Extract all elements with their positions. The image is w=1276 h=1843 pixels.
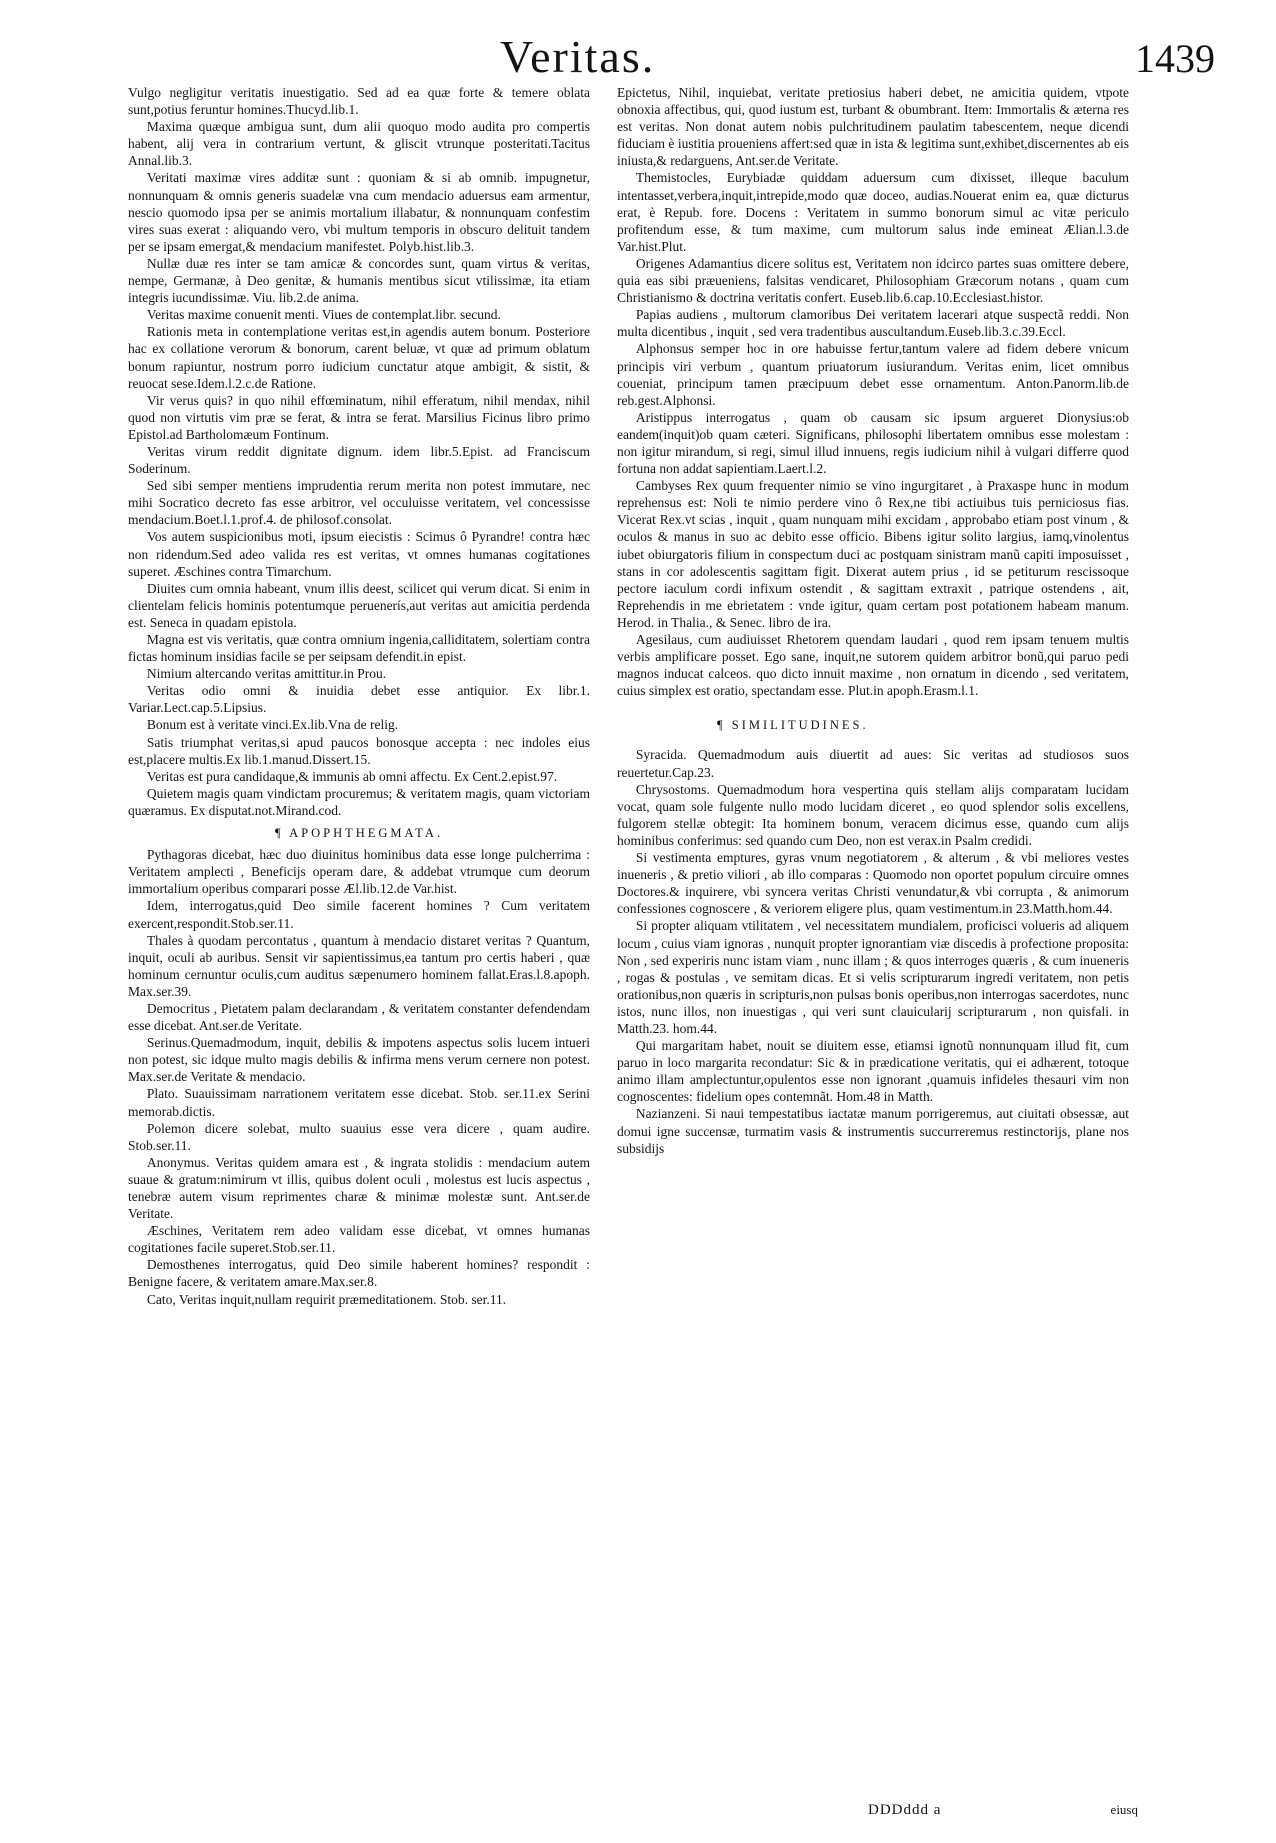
page-number: 1439 (1135, 36, 1215, 81)
paragraph: Satis triumphat veritas,si apud paucos bonosque accepta : nec indoles eius est,placere multis.Ex lib.1.manud.Dissert.15. (128, 734, 590, 767)
paragraph: Serinus.Quemadmodum, inquit, debilis & impotens aspectus solis lucem intueri non potest, sic idque multo magis debilis & infirma mens verum cernere non potest. Max.ser.de Veritate & mendacio. (128, 1035, 590, 1085)
paragraph: Sed sibi semper mentiens imprudentia rerum merita non potest immutare, nec mihi Socratico decreto fas esse arbitror, vel occuluisse veritatem, vel concessisse mendacium.Boet.l.1.prof.4. de philosof.consolat. (128, 478, 590, 528)
paragraph: Bonum est à veritate vinci.Ex.lib.Vna de relig. (146, 717, 399, 733)
paragraph: Nimium altercando veritas amittitur.in Prou. (146, 666, 387, 682)
section-heading-similitudines: ¶ SIMILITUDINES. (717, 718, 869, 733)
paragraph: Si propter aliquam vtilitatem , vel necessitatem mundialem, proficisci volueris ad aliquem locum , cuius viam ignoras , nunquit propter ignorantiam viæ discedis à profectione proposita: Non , sed experiris nunc istam viam , nunc illam ; & quos interroges quæris , & cum inueneris , rogas & postulas , ve semitam dicas. Et si velis scripturarum ingredi veritatem, non petis orationibus,non quæris in scripturis,non pulsas bonis operibus,non interrogas sacerdotes, nunc istos, nunc illos, non inuestigas , qui veri sunt clauicularij scripturarum , non quisfali. in Matth.23. hom.44. (617, 918, 1129, 1036)
paragraph: Polemon dicere solebat, multo suauius esse vera dicere , quam audire. Stob.ser.11. (128, 1120, 590, 1153)
paragraph: Cambyses Rex quum frequenter nimio se vino ingurgitaret , à Praxaspe hunc in modum reprehensus est: Noli te nimio perdere vino ô Rex,ne tibi actiuibus tuis perniciosus fias. Vicerat Rex.vt scias , inquit , quam nunquam mihi excidam , approbabo etiam post vinum , & oculos & manus in suo ac debito esse officio. Bibens igitur solito largius, iamq,vinolentus iubet obiurgatoris filium in conspectum duci ac postquam sinistram manũ capiti imposuisset , stans in cor adolescentis sagittam figit. Dixerat autem prius , id se petiturum rescissoque pectore iaculum cordi infixum ostendit , & sagittam extraxit , patrique ostendens , ait, Reprehendis in me ebrietatem : vnde igitur, quam certam post potationem habeam manum. Herod. in Thalia., & Senec. libro de ira. (617, 478, 1129, 630)
catchword: eiusq (1110, 1802, 1138, 1817)
paragraph: Veritas est pura candidaque,& immunis ab omni affectu. Ex Cent.2.epist.97. (146, 768, 558, 784)
paragraph: Veritati maximæ vires additæ sunt : quoniam & si ab omnib. impugnetur, nonnunquam & omnis generis suadelæ vna cum mendacio aduersus eam armentur, nescio quomodo ipsa per se animis mortalium illabatur, & nonnunquam confestim vires suas exerat : aliquando vero, vbi multum temporis in obscuro delituit tandem per se ipsam emergat,& mendacium manifestet. Polyb.hist.lib.3. (128, 170, 590, 254)
paragraph: Alphonsus semper hoc in ore habuisse fertur,tantum valere ad fidem debere vnicum principis viri verbum , quantum priuatorum iusiurandum. Veritas enim, licet omnibus coueniat, principum tamen præcipuum debet esse ornamentum. Anton.Panorm.lib.de reb.gest.Alphonsi. (617, 341, 1129, 408)
paragraph: Cato, Veritas inquit,nullam requirit præmeditationem. Stob. ser.11. (146, 1291, 507, 1307)
paragraph: Veritas maxime conuenit menti. Viues de contemplat.libr. secund. (146, 307, 501, 323)
paragraph: Anonymus. Veritas quidem amara est , & ingrata stolidis : mendacium autem suaue & gratum:nimirum vt illis, quibus dolent oculi , molestus est lucis aspectus , tenebræ autem visum reprimentes charæ & minimæ molestæ sunt. Ant.ser.de Veritate. (128, 1154, 590, 1222)
paragraph: Agesilaus, cum audiuisset Rhetorem quendam laudari , quod rem ipsam tenuem multis verbis amplificare posset. Ego sane, inquit,ne sutorem quidem arbitror bonũ,qui paruo pedi magnos inducat calceos. quo dicto innuit maxime , non ornatum in dicendo , sed veritatem, cuius simplex est oratio, spectandam esse. Plut.in apoph.Erasm.l.1. (617, 632, 1129, 699)
paragraph: Plato. Suauissimam narrationem veritatem esse dicebat. Stob. ser.11.ex Serini memorab.dictis. (128, 1086, 590, 1119)
paragraph: Quietem magis quam vindictam procuremus; & veritatem magis, quam victoriam quæramus. Ex disputat.not.Mirand.cod. (128, 785, 590, 818)
paragraph: Nullæ duæ res inter se tam amicæ & concordes sunt, quam virtus & veritas, nempe, Germanæ, à Deo genitæ, & humanis mentibus sicut vtilissimæ, ita etiam integris iucundissimæ. Viu. lib.2.de anima. (128, 255, 590, 306)
paragraph: Magna est vis veritatis, quæ contra omnium ingenia,calliditatem, solertiam contra fictas hominum insidias facile se per seipsam defendit.in epist. (128, 632, 590, 665)
paragraph: Thales à quodam percontatus , quantum à mendacio distaret veritas ? Quantum, inquit, oculi ab auribus. Sensit vir sapientissimus,ea tantum pro certis haberi , quæ hominum cernuntur oculis,cum auditus sæpenumero hominem fallat.Eras.l.8.apoph. Max.ser.39. (128, 932, 590, 999)
paragraph: Vos autem suspicionibus moti, ipsum eiecistis : Scimus ô Pyrandre! contra hæc non ridendum.Sed adeo valida res est veritas, vt omnes humanas cogitationes superet. Æschines contra Timarchum. (128, 529, 590, 579)
running-head-title: Veritas. (500, 31, 656, 82)
paragraph: Pythagoras dicebat, hæc duo diuinitus hominibus data esse longe pulcherrima : Veritatem amplecti , Beneficijs operam dare, & addebat vtrumque cum deorum immortalium operibus comparari posse Æl.lib.12.de Var.hist. (128, 847, 590, 897)
section-heading-apophthegmata: ¶ APOPHTHEGMATA. (275, 826, 443, 841)
paragraph: Rationis meta in contemplatione veritas est,in agendis autem bonum. Posteriore hac ex collatione verorum & bonorum, carent beluæ, vt quæ ad primum oblatum bonum rapiuntur, nostrum porro iudicium cunctatur atque ambigit, & sistit, & reuocat sese.Idem.l.2.c.de Ratione. (128, 324, 590, 391)
paragraph: Idem, interrogatus,quid Deo simile facerent homines ? Cum veritatem exercent,respondit.Stob.ser.11. (128, 898, 590, 931)
paragraph: Qui margaritam habet, nouit se diuitem esse, etiamsi ignotũ nonnunquam illud fit, cum paruo in loco margarita recondatur: Sic & in prædicatione veritatis, qui ei adhærent, totoque animo illam amplectuntur,opulentos esse non ignorant ,quamuis infideles thesauri vim non cognoscentes: fidelium opes contemnãt. Hom.48 in Matth. (617, 1038, 1129, 1105)
paragraph: Si vestimenta emptures, gyras vnum negotiatorem , & alterum , & vbi meliores vestes inueneris , & pretio viliori , ab illo comparas : Quomodo non oportet populum circuire omnes Doctores.& inquirere, vbi syncera veritas Christi venundatur,& vbi corrupta , & animorum confessiones cognoscere , & veriorem eligere plus, quam vestimentum.in 23.Matth.hom.44. (617, 850, 1129, 917)
paragraph: Diuites cum omnia habeant, vnum illis deest, scilicet qui verum dicat. Si enim in clientelam felicis hominis potentumque peruenerís,aut veritas aut amicitia perdenda est. Seneca in quadam epistola. (128, 580, 590, 630)
paragraph: Maxima quæque ambigua sunt, dum alii quoquo modo audita pro compertis habent, alij vera in contrarium vertunt, & gliscit vtrunque posteritati.Tacitus Annal.lib.3. (128, 119, 590, 169)
paragraph: Epictetus, Nihil, inquiebat, veritate pretiosius haberi debet, ne amicitia quidem, vtpote obnoxia affectibus, qui, quod iustum est, turbant & obumbrant. Item: Immortalis & æterna res est veritas. Non donat autem nobis pulchritudinem paulatim tabescentem, neque dicendi fiduciam è iustitia proueniens affert:sed quæ in ista & legitima sunt,exhibet,discernentes ab eis iniusta,& redarguens, Ant.ser.de Veritate. (617, 85, 1129, 169)
paragraph: Papias audiens , multorum clamoribus Dei veritatem lacerari atque suspectã reddi. Non multa dicentibus , inquit , sed vera tradentibus auscultandum.Euseb.lib.3.c.39.Eccl. (617, 307, 1129, 340)
right-column (617, 84, 1129, 1157)
paragraph: Æschines, Veritatem rem adeo validam esse dicebat, vt omnes humanas cogitationes facile superet.Stob.ser.11. (128, 1223, 590, 1256)
paragraph: Vir verus quis? in quo nihil effœminatum, nihil efferatum, nihil mendax, nihil quod non virtutis vim præ se ferat, & intra se ferat. Marsilius Ficinus libro primo Epistol.ad Bartholomæum Fontinum. (128, 392, 590, 442)
paragraph: Democritus , Pietatem palam declarandam , & veritatem constanter defendendam esse dicebat. Ant.ser.de Veritate. (128, 1000, 590, 1034)
paragraph: Veritas virum reddit dignitate dignum. idem libr.5.Epist. ad Franciscum Soderinum. (128, 443, 590, 477)
paragraph: Aristippus interrogatus , quam ob causam sic ipsum argueret Dionysius:ob eandem(inquit)ob quam cæteri. Significans, philosophi libertatem omnibus esse molestam : non igitur mirandum, si regi, simul illud innuens, regis iudicium nihil à vulgari differre quod fortuna non addat sapientiam.Laert.l.2. (617, 409, 1129, 477)
paragraph: Vulgo negligitur veritatis inuestigatio. Sed ad ea quæ forte & temere oblata sunt,potius feruntur homines.Thucyd.lib.1. (128, 85, 590, 118)
paragraph: Origenes Adamantius dicere solitus est, Veritatem non idcirco partes suas omittere debere, quia eas sibi præueniens, falsitas vendicaret, Philosophiam Græcorum notans , quam cum Christianismo & doctrina veritatis confert. Euseb.lib.6.cap.10.Ecclesiast.histor. (617, 255, 1129, 306)
paragraph: Veritas odio omni & inuidia debet esse antiquior. Ex libr.1. Variar.Lect.cap.5.Lipsius. (128, 683, 590, 716)
left-column (128, 84, 590, 1308)
paragraph: Demosthenes interrogatus, quid Deo simile haberent homines? respondit : Benigne facere, & veritatem amare.Max.ser.8. (128, 1257, 590, 1290)
paragraph: Chrysostoms. Quemadmodum hora vespertina quis stellam alijs comparatam lucidam vocat, quam sole fulgente nullo modo lucidam diceret , eo quod splendor solis excellens, fulgorem stellæ obtegit: Ita hominem bonum, veracem dicimus esse, quando cum alijs hominibus conferimus: sed quando cum Deo, non est verax.in Psalm credidi. (617, 781, 1129, 848)
signature-mark: DDDddd a (868, 1802, 942, 1818)
paragraph: Nazianzeni. Si naui tempestatibus iactatæ manum porrigeremus, aut ciuitati obsessæ, aut domui igne succensæ, turmatim vasis & instrumentis succurreremus restinctorijs, plane nos subsidijs (617, 1106, 1129, 1156)
paragraph: Themistocles, Eurybiadæ quiddam aduersum cum dixisset, illeque baculum intentasset,verbera,inquit,intrepide,modo quæ doceo, audias.Nouerat enim ea, quæ dicturus erat, è Repub. fore. Docens : Veritatem in summo bonorum simul ac vitæ periculo profitendum esse, & tum maxime, cum multorum salus inde emineat Ælian.l.3.de Var.hist.Plut. (617, 170, 1129, 254)
paragraph: Syracida. Quemadmodum auis diuertit ad aues: Sic veritas ad studiosos suos reuertetur.Cap.23. (617, 747, 1129, 780)
